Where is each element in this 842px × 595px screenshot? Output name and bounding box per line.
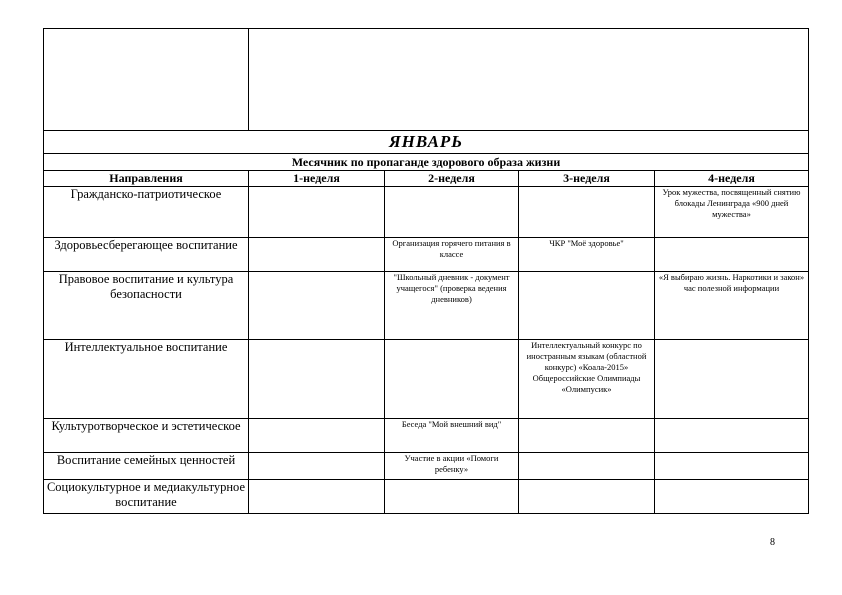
week-3-cell: ЧКР "Моё здоровье" bbox=[519, 238, 655, 272]
week-4-cell bbox=[655, 453, 809, 480]
week-2-cell: "Школьный дневник - документ учащегося" (проверка ведения дневников) bbox=[385, 272, 519, 340]
table-row bbox=[44, 419, 809, 453]
table-row bbox=[44, 272, 809, 340]
direction-cell: Здоровьесберегающее воспитание bbox=[44, 238, 249, 272]
week-3-cell: Интеллектуальный конкурс по иностранным языкам (областной конкурс) «Коала-2015» Общероссийские Олимпиады «Олимпусик» bbox=[519, 340, 655, 419]
week-3-cell bbox=[519, 480, 655, 514]
week-3-cell bbox=[519, 187, 655, 238]
week-2-cell bbox=[385, 187, 519, 238]
table-row bbox=[44, 340, 809, 419]
header-week-3: 3-неделя bbox=[519, 171, 655, 187]
header-row bbox=[44, 171, 809, 187]
week-4-cell bbox=[655, 419, 809, 453]
month-row bbox=[44, 131, 809, 154]
top-blank-row bbox=[44, 29, 809, 131]
week-4-cell bbox=[655, 238, 809, 272]
direction-cell: Культуротворческое и эстетическое bbox=[44, 419, 249, 453]
month-title: ЯНВАРЬ bbox=[44, 131, 809, 154]
week-2-cell: Беседа "Мой внешний вид" bbox=[385, 419, 519, 453]
table-row bbox=[44, 238, 809, 272]
month-subtitle: Месячник по пропаганде здорового образа жизни bbox=[44, 154, 809, 171]
week-1-cell bbox=[249, 453, 385, 480]
week-1-cell bbox=[249, 419, 385, 453]
week-4-cell: «Я выбираю жизнь. Наркотики и закон» час полезной информации bbox=[655, 272, 809, 340]
page-number: 8 bbox=[770, 537, 775, 548]
direction-cell: Социокультурное и медиакультурное воспитание bbox=[44, 480, 249, 514]
week-1-cell bbox=[249, 272, 385, 340]
header-directions: Направления bbox=[44, 171, 249, 187]
week-2-cell: Участие в акции «Помоги ребенку» bbox=[385, 453, 519, 480]
week-2-cell: Организация горячего питания в классе bbox=[385, 238, 519, 272]
week-1-cell bbox=[249, 340, 385, 419]
week-1-cell bbox=[249, 238, 385, 272]
plan-sheet bbox=[43, 28, 808, 514]
direction-cell: Интеллектуальное воспитание bbox=[44, 340, 249, 419]
week-1-cell bbox=[249, 187, 385, 238]
table-row bbox=[44, 453, 809, 480]
week-2-cell bbox=[385, 480, 519, 514]
week-2-cell bbox=[385, 340, 519, 419]
direction-cell: Гражданско-патриотическое bbox=[44, 187, 249, 238]
table-row bbox=[44, 187, 809, 238]
week-3-cell bbox=[519, 453, 655, 480]
week-3-cell bbox=[519, 272, 655, 340]
top-blank-cell-right bbox=[249, 29, 809, 131]
week-4-cell: Урок мужества, посвященный снятию блокады Ленинграда «900 дней мужества» bbox=[655, 187, 809, 238]
week-4-cell bbox=[655, 340, 809, 419]
plan-table bbox=[43, 28, 809, 514]
week-3-cell bbox=[519, 419, 655, 453]
header-week-2: 2-неделя bbox=[385, 171, 519, 187]
week-4-cell bbox=[655, 480, 809, 514]
top-blank-cell-left bbox=[44, 29, 249, 131]
direction-cell: Правовое воспитание и культура безопасности bbox=[44, 272, 249, 340]
header-week-1: 1-неделя bbox=[249, 171, 385, 187]
week-1-cell bbox=[249, 480, 385, 514]
subtitle-row bbox=[44, 154, 809, 171]
header-week-4: 4-неделя bbox=[655, 171, 809, 187]
direction-cell: Воспитание семейных ценностей bbox=[44, 453, 249, 480]
table-row bbox=[44, 480, 809, 514]
